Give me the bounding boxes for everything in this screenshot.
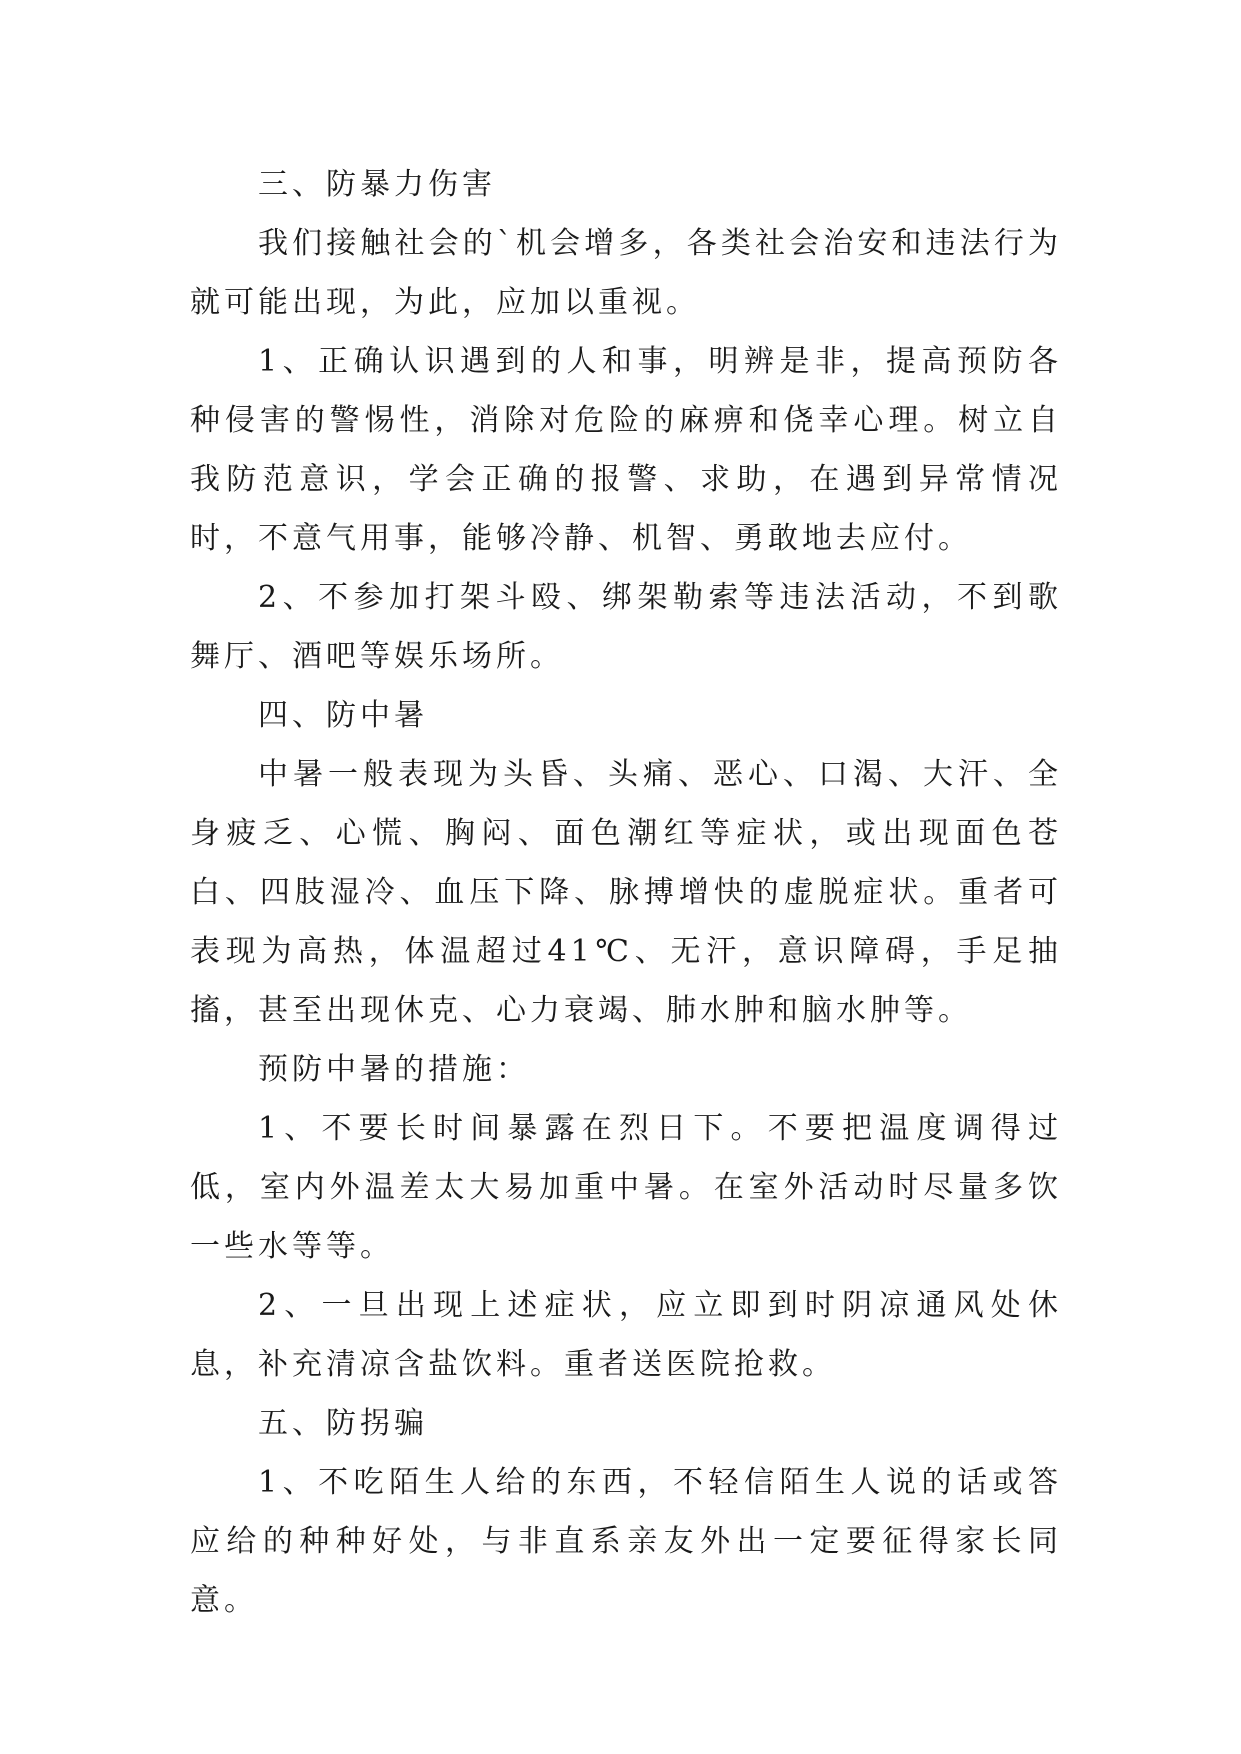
paragraph-violence-intro: 我们接触社会的`机会增多，各类社会治安和违法行为就可能出现，为此，应加以重视。 bbox=[190, 226, 1062, 320]
paragraph-heatstroke-item-2: 2、一旦出现上述症状，应立即到时阴凉通风处休息，补充清凉含盐饮料。重者送医院抢救。 bbox=[190, 1288, 1062, 1382]
section-heading-abduction: 五、防拐骗 bbox=[258, 1406, 428, 1441]
paragraph-abduction-item-1: 1、不吃陌生人给的东西，不轻信陌生人说的话或答应给的种种好处，与非直系亲友外出一定要征得家长同意。 bbox=[190, 1465, 1062, 1618]
paragraph-violence-item-2: 2、不参加打架斗殴、绑架勒索等违法活动，不到歌舞厅、酒吧等娱乐场所。 bbox=[190, 580, 1062, 674]
paragraph-heatstroke-measures-title: 预防中暑的措施： bbox=[258, 1052, 530, 1087]
section-heading-heatstroke: 四、防中暑 bbox=[258, 698, 428, 733]
section-heading-violence: 三、防暴力伤害 bbox=[258, 167, 496, 202]
paragraph-violence-item-1: 1、正确认识遇到的人和事，明辨是非，提高预防各种侵害的警惕性，消除对危险的麻痹和侥幸心理。树立自我防范意识，学会正确的报警、求助，在遇到异常情况时，不意气用事，能够冷静、机智、勇敢地去应付。 bbox=[190, 344, 1062, 556]
paragraph-heatstroke-symptoms: 中暑一般表现为头昏、头痛、恶心、口渴、大汗、全身疲乏、心慌、胸闷、面色潮红等症状，或出现面色苍白、四肢湿冷、血压下降、脉搏增快的虚脱症状。重者可表现为高热，体温超过41℃、无汗，意识障碍，手足抽搐，甚至出现休克、心力衰竭、肺水肿和脑水肿等。 bbox=[190, 757, 1062, 1028]
document-body bbox=[190, 155, 1062, 1630]
paragraph-heatstroke-item-1: 1、不要长时间暴露在烈日下。不要把温度调得过低，室内外温差太大易加重中暑。在室外活动时尽量多饮一些水等等。 bbox=[190, 1111, 1062, 1264]
